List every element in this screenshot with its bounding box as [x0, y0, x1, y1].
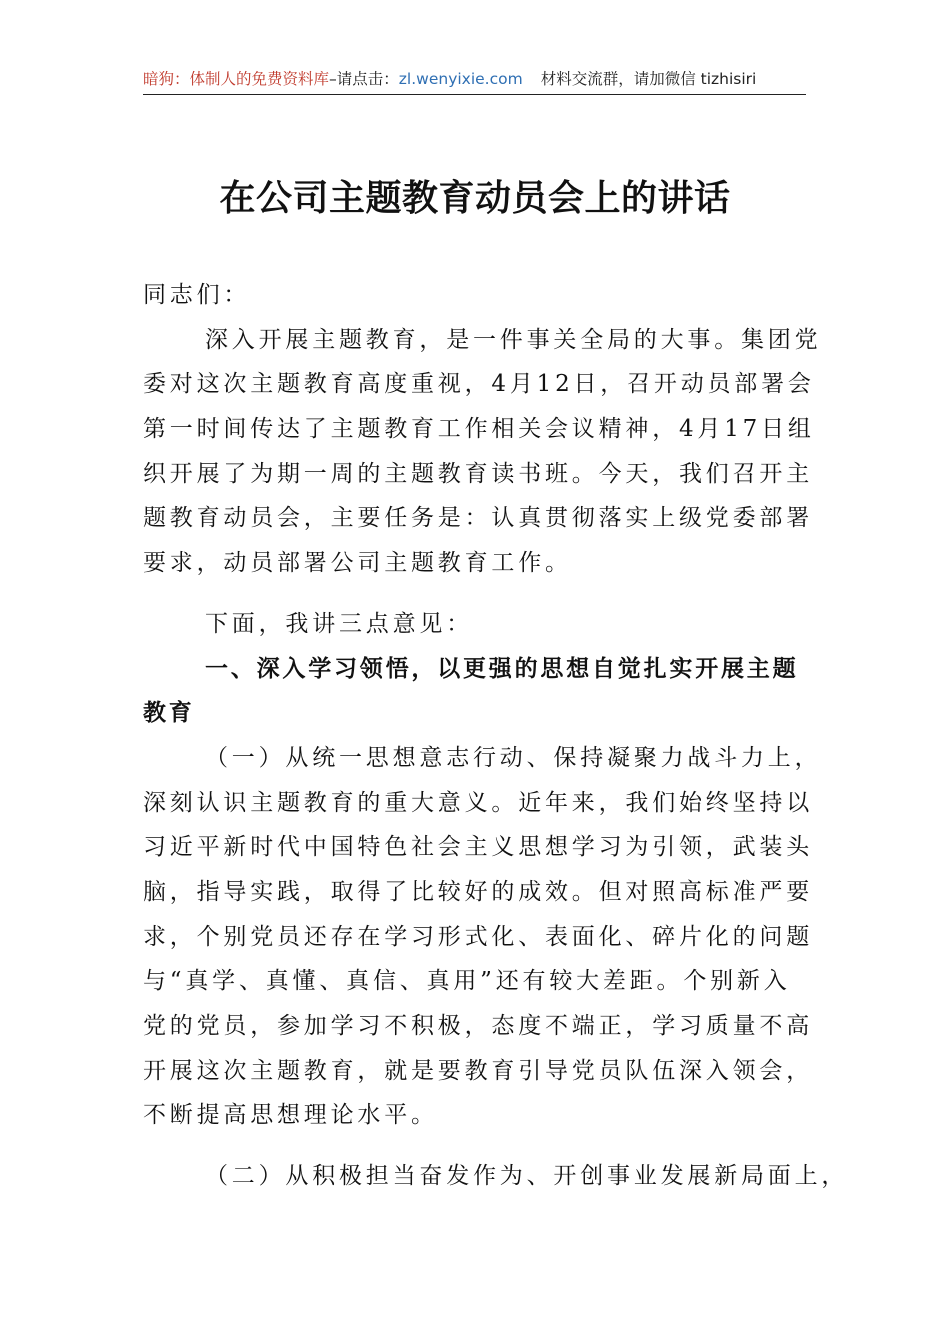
text-line: 习近平新时代中国特色社会主义思想学习为引领，武装头 — [143, 834, 813, 861]
heading-line: 一、深入学习领悟，以更强的思想自觉扎实开展主题 — [205, 655, 799, 682]
text-line: 第一时间传达了主题教育工作相关会议精神，4月17日组 — [143, 416, 815, 443]
text-line: 不断提高思想理论水平。 — [143, 1102, 438, 1129]
header-link[interactable]: zl.wenyixie.com — [398, 70, 523, 88]
paragraph-section-1-1 — [143, 736, 822, 1138]
text-line: 党的党员，参加学习不积极，态度不端正，学习质量不高 — [143, 1013, 813, 1039]
text-line: 要求，动员部署公司主题教育工作。 — [143, 550, 572, 577]
paragraph-section-1-2 — [143, 1154, 849, 1199]
header-brand: 暗狗：体制人的免费资料库 — [143, 70, 330, 88]
text-line: 脑，指导实践，取得了比较好的成效。但对照高标准严要 — [143, 878, 813, 905]
text-line: 深刻认识主题教育的重大意义。近年来，我们始终坚持以 — [143, 789, 813, 816]
text-line: 开展这次主题教育，就是要教育引导党员队伍深入领会， — [143, 1057, 813, 1084]
paragraph-intro — [143, 318, 822, 586]
salutation: 同志们： — [143, 282, 251, 308]
text-line: 求，个别党员还存在学习形式化、表面化、碎片化的问题 — [143, 923, 813, 950]
text-line: 深入开展主题教育，是一件事关全局的大事。集团党 — [205, 326, 822, 353]
document-header — [143, 68, 806, 95]
section-heading-1 — [143, 647, 806, 736]
text-line: 题教育动员会，主要任务是：认真贯彻落实上级党委部署 — [143, 505, 813, 532]
header-prompt: –请点击： — [329, 70, 399, 88]
document-title: 在公司主题教育动员会上的讲话 — [219, 177, 731, 219]
text-line: （二）从积极担当奋发作为、开创事业发展新局面上， — [205, 1163, 849, 1190]
document-body — [143, 273, 849, 1199]
text-line: （一）从统一思想意志行动、保持凝聚力战斗力上， — [205, 744, 822, 771]
text-line: 与“真学、真懂、真信、真用”还有较大差距。个别新入 — [143, 968, 791, 995]
paragraph-three-points: 下面，我讲三点意见： — [205, 610, 473, 637]
text-line: 委对这次主题教育高度重视，4月12日，召开动员部署会 — [143, 371, 815, 398]
header-wechat-note: 材料交流群，请加微信 tizhisiri — [540, 70, 757, 88]
heading-line: 教育 — [143, 700, 195, 727]
text-line: 织开展了为期一周的主题教育读书班。今天，我们召开主 — [143, 460, 813, 487]
